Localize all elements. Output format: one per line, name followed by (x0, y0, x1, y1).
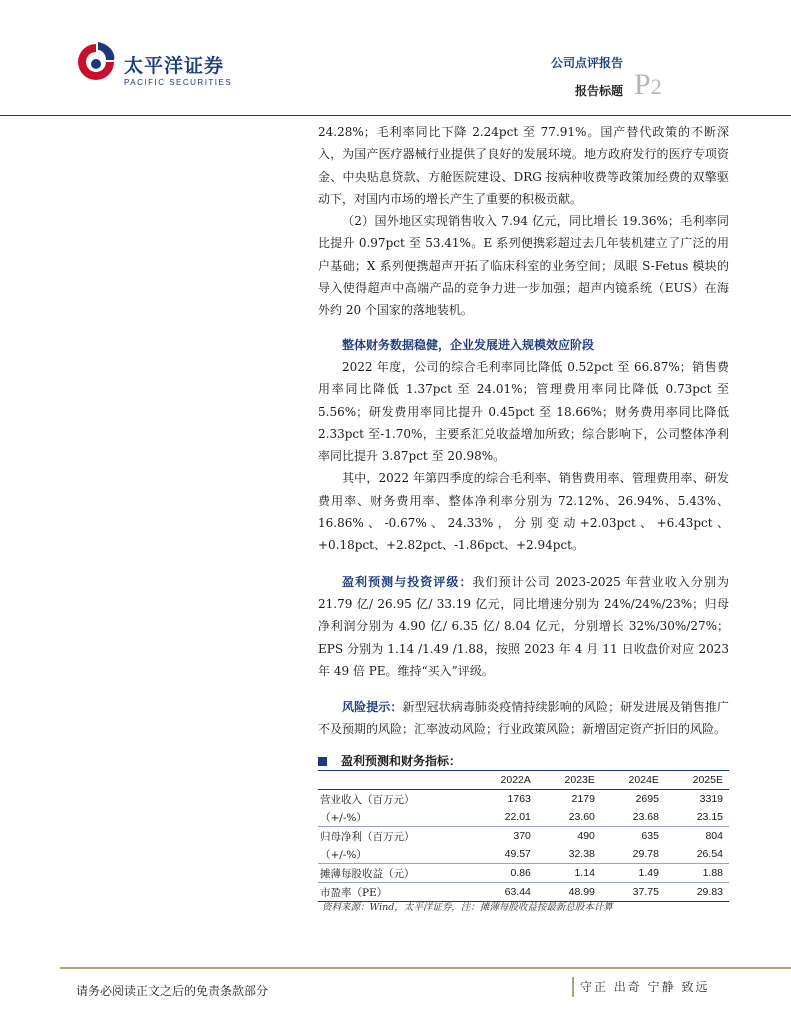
risk-text: 新型冠状病毒肺炎疫情持续影响的风险；研发进展及销售推广不及预期的风险；汇率波动风险；行业政策风险；新增固定资产折旧的风险。 (318, 700, 729, 737)
table-header (318, 771, 473, 790)
table-cell: 1.14 (537, 864, 601, 883)
table-cell: 0.86 (473, 864, 537, 883)
paragraph: 2022 年度，公司的综合毛利率同比降低 0.52pct 至 66.87%；销售费用率同比降低 1.37pct 至 24.01%；管理费用率同比降低 0.73pct 至 5.56%；研发费用率同比提升 0.45pct 至 18.66%；财务费用率同比降低 2.33pct 至-1.70%，主要系汇兑收益增加所致；综合影响下，公司整体净利率同比提升 3.87pct 至 20.98%。 (318, 359, 729, 464)
section-heading: 整体财务数据稳健，企业发展进入规模效应阶段 (342, 337, 595, 352)
report-type: 公司点评报告 (550, 56, 623, 70)
table-row (318, 790, 729, 809)
row-label: 营业收入（百万元） (320, 793, 415, 806)
row-label: 归母净利（百万元） (318, 827, 473, 846)
paragraph: 24.28%；毛利率同比下降 2.24pct 至 77.91%。国产替代政策的不断深入，为国产医疗器械行业提供了良好的发展环境。地方政府发行的医疗专项资金、中央贴息贷款、方舱医院建设、DRG 按病种收费等政策加经费的双擎驱动下，对国内市场的增长产生了重要的积极贡献。 (318, 125, 729, 206)
table-cell: 49.57 (504, 848, 531, 860)
brand-name-en: PACIFIC SECURITIES (124, 78, 233, 87)
table-header: 2022A (473, 771, 537, 790)
table-cell: 370 (473, 827, 537, 846)
paragraph: （2）国外地区实现销售收入 7.94 亿元，同比增长 19.36%；毛利率同比提升 0.97pct 至 53.41%。E 系列便携彩超过去几年装机建立了广泛的用户基础；X 系列便携超声开拓了临床科室的业务空间；凤眼 S-Fetus 模块的导入使得超声中高端产品的竞争力进一步加强；超声内镜系统（EUS）在海外约 20 个国家的落地装机。 (318, 214, 729, 318)
table-cell: 29.83 (665, 883, 729, 902)
table-cell: 23.68 (632, 811, 659, 823)
table-source-note: 资料来源：Wind，太平洋证券，注：摊薄每股收益按最新总股本计算 (322, 902, 613, 913)
brand-name-cn: 太平洋证券 (124, 55, 225, 77)
forecast-label: 盈利预测与投资评级： (342, 574, 473, 589)
report-body (318, 121, 729, 741)
table-row (318, 827, 729, 846)
table-cell: 2695 (635, 793, 659, 805)
table-header: 2025E (665, 771, 729, 790)
footer-divider (60, 967, 791, 969)
table-cell: 804 (665, 827, 729, 846)
table-cell: 1.88 (665, 864, 729, 883)
forecast-paragraph (318, 571, 729, 682)
table-cell: 32.38 (568, 848, 595, 860)
report-title: 报告标题 (574, 84, 623, 98)
row-label: （+/-%） (320, 848, 367, 861)
table-cell: 23.60 (568, 811, 595, 823)
table-title: 盈利预测和财务指标： (318, 752, 461, 769)
table-cell: 29.78 (632, 848, 659, 860)
table-cell: 1.49 (601, 864, 665, 883)
brand-block (124, 56, 232, 87)
table-cell: 48.99 (537, 883, 601, 902)
header-divider (0, 115, 791, 116)
table-cell: 3319 (699, 793, 723, 805)
table-cell: 490 (537, 827, 601, 846)
row-label: 市盈率（PE） (318, 883, 473, 902)
table-cell: 26.54 (696, 848, 723, 860)
square-bullet-icon (318, 757, 327, 766)
table-header: 2023E (537, 771, 601, 790)
footer-motto: 守正 出奇 宁静 致远 (572, 977, 723, 997)
page-number: P2 (634, 68, 662, 101)
row-label: （+/-%） (320, 811, 367, 824)
table-cell: 1763 (507, 793, 531, 805)
forecast-text: 我们预计公司 2023-2025 年营业收入分别为 21.79 亿/ 26.95 亿/ 33.19 亿元，同比增速分别为 24%/24%/23%；归母净利润分别为 4.90 亿/ 6.35 亿/ 8.04 亿元，分别增长 32%/30%/27%；EPS 分别为 1.14 /1.49 /1.88，按照 2023 年 4 月 11 日收盘价对应 2023 年 49 倍 PE。维持“买入”评级。 (318, 574, 729, 678)
table-row (318, 808, 729, 827)
company-logo-icon (76, 42, 116, 82)
table-cell: 37.75 (601, 883, 665, 902)
paragraph: 其中，2022 年第四季度的综合毛利率、销售费用率、管理费用率、研发费用率、财务费用率、整体净利率分别为 72.12%、26.94%、5.43%、16.86%、-0.67%、24.33%，分别变动+2.03pct、+6.43pct、+0.18pct、+2.82pct、-1.86pct、+2.94pct。 (318, 471, 729, 553)
table-cell: 63.44 (473, 883, 537, 902)
risk-paragraph (318, 696, 729, 741)
table-cell: 22.01 (504, 811, 531, 823)
table-header: 2024E (601, 771, 665, 790)
table-row (318, 845, 729, 864)
financial-table (318, 770, 729, 902)
table-cell: 2179 (571, 793, 595, 805)
row-label: 摊薄每股收益（元） (318, 864, 473, 883)
table-header-row (318, 771, 729, 790)
table-cell: 635 (601, 827, 665, 846)
risk-label: 风险提示： (342, 700, 403, 715)
table-row (318, 864, 729, 883)
footer-disclaimer: 请务必阅读正文之后的免责条款部分 (76, 984, 269, 998)
table-cell: 23.15 (696, 811, 723, 823)
